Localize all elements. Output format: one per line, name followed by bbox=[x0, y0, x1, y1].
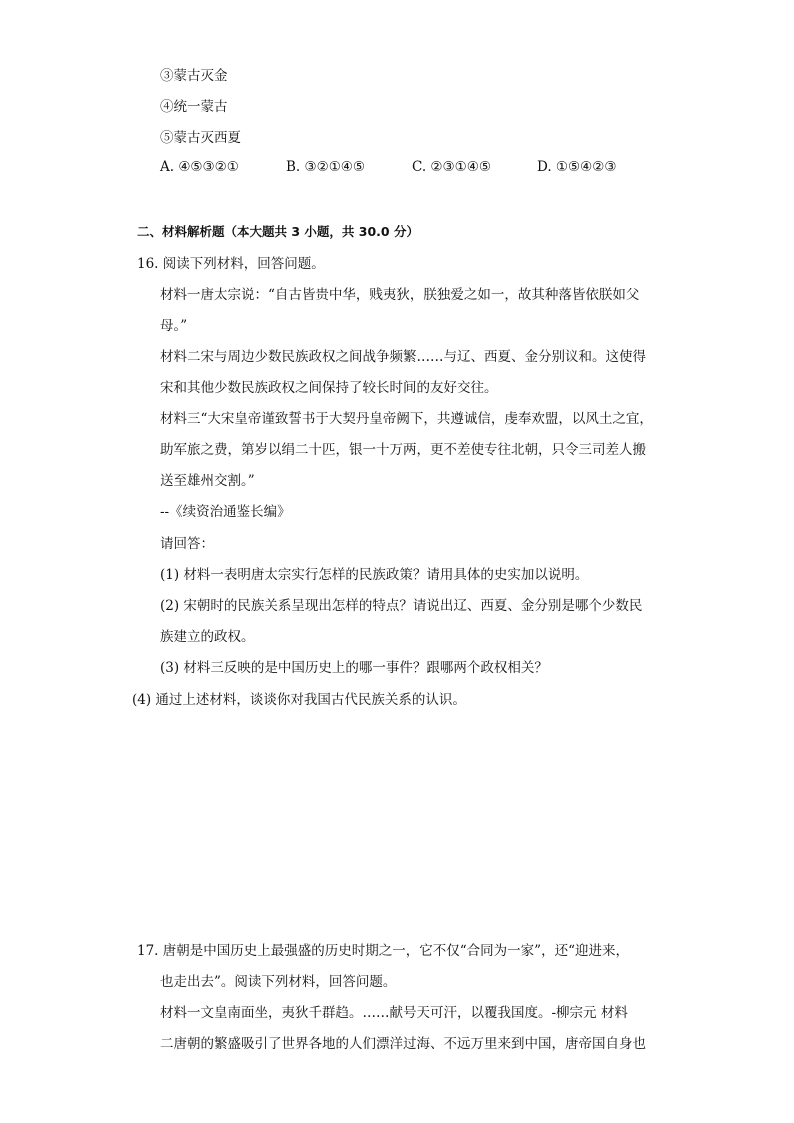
q16-material-line: 材料二宋与周边少数民族政权之间战争频繁……与辽、西夏、金分别议和。这使得 bbox=[160, 349, 646, 365]
q17-material-line: 二唐朝的繁盛吸引了世界各地的人们漂洋过海、不远万里来到中国，唐帝国自身也 bbox=[160, 1036, 646, 1052]
q15-options bbox=[160, 159, 680, 179]
q15-option-d: D. ①⑤④②③ bbox=[537, 159, 617, 175]
q16-material-line: 母。” bbox=[160, 318, 188, 334]
q16-material-line: 宋和其他少数民族政权之间保持了较长时间的友好交往。 bbox=[160, 380, 498, 396]
q16-question-4: (4) 通过上述材料，谈谈你对我国古代民族关系的认识。 bbox=[132, 692, 466, 708]
q16-prompt: 请回答： bbox=[160, 536, 214, 552]
q16-question-2: (2) 宋朝时的民族关系呈现出怎样的特点？请说出辽、西夏、金分别是哪个少数民 bbox=[160, 598, 643, 614]
q16-material-line: 材料三“大宋皇帝谨致誓书于大契丹皇帝阙下，共遵诚信，虔奉欢盟，以风土之宜， bbox=[160, 411, 653, 427]
q15-option-b: B. ③②①④⑤ bbox=[286, 159, 366, 175]
q15-option-a: A. ④⑤③②① bbox=[160, 159, 239, 175]
q17-material-line: 材料一文皇南面坐，夷狄千群趋。……献号天可汗，以覆我国度。-柳宗元 材料 bbox=[160, 1005, 628, 1021]
q17-intro: 17. 唐朝是中国历史上最强盛的历史时期之一，它不仅“合同为一家”，还“迎进来， bbox=[137, 943, 629, 959]
q17-intro-cont: 也走出去”。阅读下列材料，回答问题。 bbox=[160, 974, 397, 990]
q16-material-line: 材料一唐太宗说：“自古皆贵中华，贱夷狄，朕独爱之如一，故其种落皆依朕如父 bbox=[160, 287, 640, 303]
q16-material-line: 助军旅之费，第岁以绢二十匹，银一十万两，更不差使专往北朝，只令三司差人搬 bbox=[160, 442, 646, 458]
section-heading: 二、材料解析题（本大题共 3 小题，共 30.0 分） bbox=[137, 224, 419, 239]
q16-question-3: (3) 材料三反映的是中国历史上的哪一事件？跟哪两个政权相关？ bbox=[160, 660, 548, 676]
q16-title: 16. 阅读下列材料，回答问题。 bbox=[137, 256, 325, 272]
q15-item-4: ④统一蒙古 bbox=[160, 99, 228, 115]
q16-question-2-cont: 族建立的政权。 bbox=[160, 629, 255, 645]
q15-item-5: ⑤蒙古灭西夏 bbox=[160, 130, 241, 146]
q16-material-line: 送至雄州交割。” bbox=[160, 473, 255, 489]
q16-source: --《续资治通鉴长编》 bbox=[160, 504, 291, 520]
q16-question-1: (1) 材料一表明唐太宗实行怎样的民族政策？请用具体的史实加以说明。 bbox=[160, 567, 589, 583]
q15-item-3: ③蒙古灭金 bbox=[160, 68, 228, 84]
q15-option-c: C. ②③①④⑤ bbox=[412, 159, 491, 175]
